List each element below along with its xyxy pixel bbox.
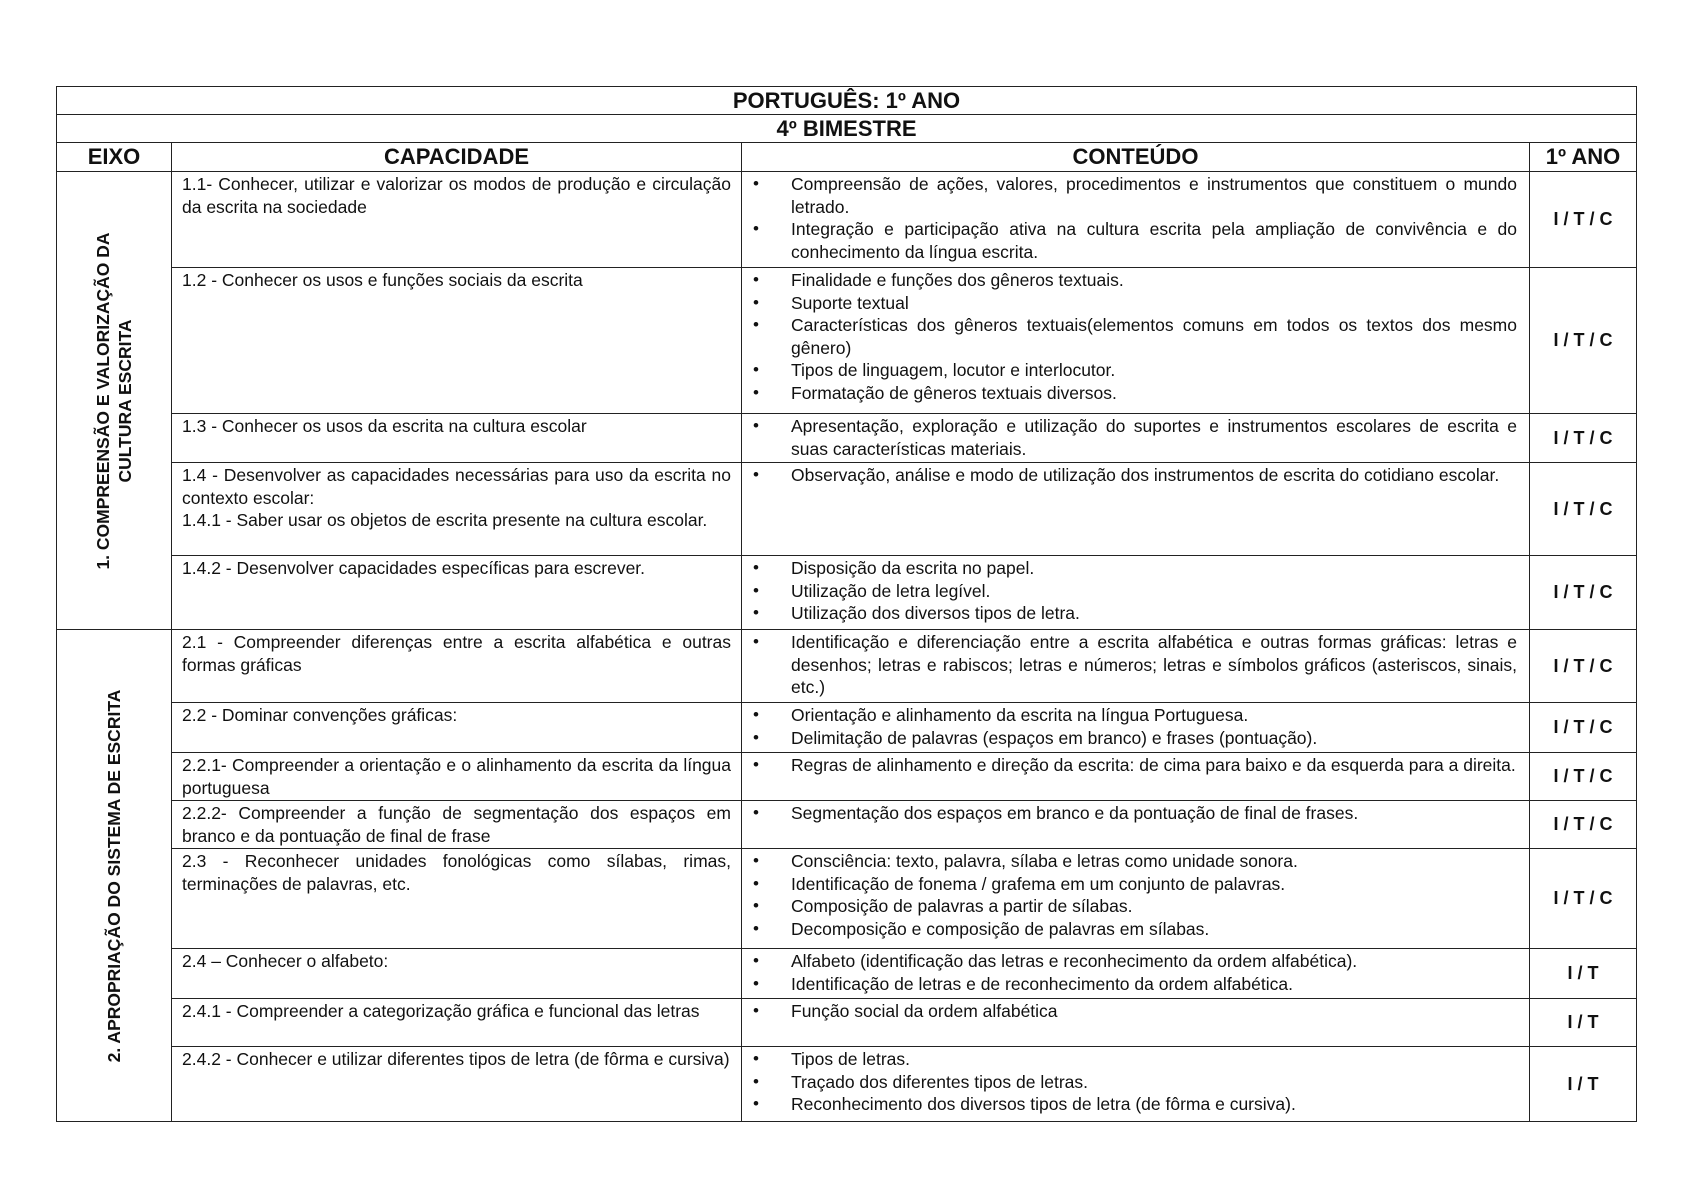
conteudo-item: • Segmentação dos espaços em branco e da pontuação de final de frases.	[750, 802, 1517, 825]
conteudo-cell	[742, 999, 1530, 1047]
conteudo-item: • Orientação e alinhamento da escrita na língua Portuguesa.	[750, 704, 1517, 727]
conteudo-item: • Traçado dos diferentes tipos de letras.	[750, 1071, 1517, 1094]
conteudo-item: • Compreensão de ações, valores, procedimentos e instrumentos que constituem o mundo letrado.	[750, 173, 1517, 218]
conteudo-item: • Observação, análise e modo de utilização dos instrumentos de escrita do cotidiano escolar.	[750, 464, 1517, 487]
capacidade-cell	[172, 801, 742, 849]
table-row	[57, 630, 1637, 703]
conteudo-item: • Tipos de letras.	[750, 1048, 1517, 1071]
header-eixo: EIXO	[57, 143, 172, 172]
conteudo-cell	[742, 801, 1530, 849]
capacidade-text: 2.4.2 - Conhecer e utilizar diferentes tipos de letra (de fôrma e cursiva)	[182, 1049, 730, 1069]
conteudo-list	[750, 464, 1517, 487]
conteudo-list	[750, 1048, 1517, 1116]
page-title: PORTUGUÊS: 1º ANO	[57, 87, 1637, 115]
capacidade-text: 2.4.1 - Compreender a categorização gráfica e funcional das letras	[182, 1001, 700, 1021]
conteudo-item: • Consciência: texto, palavra, sílaba e letras como unidade sonora.	[750, 850, 1517, 873]
conteudo-cell	[742, 414, 1530, 463]
table-row	[57, 999, 1637, 1047]
eixo-cell	[57, 172, 172, 630]
capacidade-cell	[172, 1047, 742, 1122]
conteudo-cell	[742, 630, 1530, 703]
conteudo-item: • Composição de palavras a partir de sílabas.	[750, 895, 1517, 918]
conteudo-item: • Apresentação, exploração e utilização do suportes e instrumentos escolares de escrita e suas características materiais.	[750, 415, 1517, 460]
conteudo-cell	[742, 949, 1530, 999]
capacidade-text: 2.3 - Reconhecer unidades fonológicas como sílabas, rimas, terminações de palavras, etc.	[182, 851, 731, 894]
conteudo-cell	[742, 849, 1530, 949]
table-row	[57, 849, 1637, 949]
conteudo-item: • Formatação de gêneros textuais diversos.	[750, 382, 1517, 405]
capacidade-cell	[172, 703, 742, 753]
ano-cell: I / T / C	[1530, 172, 1637, 268]
ano-cell: I / T / C	[1530, 849, 1637, 949]
conteudo-item: • Tipos de linguagem, locutor e interlocutor.	[750, 359, 1517, 382]
capacidade-cell	[172, 753, 742, 801]
capacidade-cell	[172, 949, 742, 999]
conteudo-item: • Identificação e diferenciação entre a escrita alfabética e outras formas gráficas: letras e desenhos; letras e rabiscos; letras e números; letras e símbolos gráficos (asteriscos, sinais, etc.)	[750, 631, 1517, 699]
table-row	[57, 268, 1637, 414]
conteudo-item: • Decomposição e composição de palavras em sílabas.	[750, 918, 1517, 941]
ano-cell: I / T / C	[1530, 753, 1637, 801]
curriculum-table	[56, 86, 1637, 1122]
table-row	[57, 801, 1637, 849]
conteudo-item: • Disposição da escrita no papel.	[750, 557, 1517, 580]
table-row	[57, 463, 1637, 556]
table-row	[57, 703, 1637, 753]
capacidade-cell	[172, 268, 742, 414]
conteudo-cell	[742, 1047, 1530, 1122]
conteudo-list	[750, 704, 1517, 749]
conteudo-list	[750, 802, 1517, 825]
conteudo-item: • Regras de alinhamento e direção da escrita: de cima para baixo e da esquerda para a direita.	[750, 754, 1517, 777]
conteudo-item: • Utilização de letra legível.	[750, 580, 1517, 603]
conteudo-list	[750, 557, 1517, 625]
table-row	[57, 414, 1637, 463]
capacidade-text: 1.4.2 - Desenvolver capacidades específicas para escrever.	[182, 558, 646, 578]
ano-cell: I / T	[1530, 1047, 1637, 1122]
capacidade-cell	[172, 463, 742, 556]
conteudo-item: • Alfabeto (identificação das letras e reconhecimento da ordem alfabética).	[750, 950, 1517, 973]
page-subtitle: 4º BIMESTRE	[57, 115, 1637, 143]
capacidade-text: 2.2 - Dominar convenções gráficas:	[182, 705, 458, 725]
capacidade-cell	[172, 172, 742, 268]
eixo-label: 1. COMPREENSÃO E VALORIZAÇÃO DA CULTURA ESCRITA	[93, 231, 135, 570]
eixo-cell	[57, 630, 172, 1122]
capacidade-text: 2.2.2- Compreender a função de segmentação dos espaços em branco e da pontuação de final de frase	[182, 803, 731, 846]
ano-cell: I / T	[1530, 949, 1637, 999]
header-ano: 1º ANO	[1530, 143, 1637, 172]
ano-cell: I / T / C	[1530, 703, 1637, 753]
conteudo-item: • Reconhecimento dos diversos tipos de letra (de fôrma e cursiva).	[750, 1093, 1517, 1116]
capacidade-text: 2.2.1- Compreender a orientação e o alinhamento da escrita da língua portuguesa	[182, 755, 731, 798]
conteudo-item: • Identificação de fonema / grafema em um conjunto de palavras.	[750, 873, 1517, 896]
ano-cell: I / T / C	[1530, 801, 1637, 849]
capacidade-text: 1.4 - Desenvolver as capacidades necessárias para uso da escrita no contexto escolar:	[182, 465, 731, 508]
capacidade-text: 2.1 - Compreender diferenças entre a escrita alfabética e outras formas gráficas	[182, 632, 731, 675]
table-row	[57, 172, 1637, 268]
conteudo-item: • Identificação de letras e de reconhecimento da ordem alfabética.	[750, 973, 1517, 996]
conteudo-item: • Integração e participação ativa na cultura escrita pela ampliação de convivência e do conhecimento da língua escrita.	[750, 218, 1517, 263]
capacidade-text: 1.2 - Conhecer os usos e funções sociais da escrita	[182, 270, 583, 290]
conteudo-cell	[742, 463, 1530, 556]
capacidade-cell	[172, 849, 742, 949]
conteudo-list	[750, 1000, 1517, 1023]
conteudo-list	[750, 173, 1517, 263]
header-conteudo: CONTEÚDO	[742, 143, 1530, 172]
table-row	[57, 1047, 1637, 1122]
conteudo-list	[750, 415, 1517, 460]
conteudo-item: • Características dos gêneros textuais(elementos comuns em todos os textos dos mesmo gênero)	[750, 314, 1517, 359]
conteudo-item: • Função social da ordem alfabética	[750, 1000, 1517, 1023]
capacidade-text: 1.3 - Conhecer os usos da escrita na cultura escolar	[182, 416, 587, 436]
conteudo-item: • Utilização dos diversos tipos de letra.	[750, 602, 1517, 625]
capacidade-cell	[172, 414, 742, 463]
conteudo-list	[750, 269, 1517, 404]
conteudo-cell	[742, 268, 1530, 414]
capacidade-text: 1.4.1 - Saber usar os objetos de escrita presente na cultura escolar.	[182, 510, 708, 530]
conteudo-list	[750, 850, 1517, 940]
table-body	[57, 87, 1637, 1122]
capacidade-cell	[172, 556, 742, 630]
capacidade-cell	[172, 630, 742, 703]
ano-cell: I / T	[1530, 999, 1637, 1047]
capacidade-text: 2.4 – Conhecer o alfabeto:	[182, 951, 389, 971]
conteudo-item: • Finalidade e funções dos gêneros textuais.	[750, 269, 1517, 292]
conteudo-cell	[742, 753, 1530, 801]
capacidade-cell	[172, 999, 742, 1047]
ano-cell: I / T / C	[1530, 268, 1637, 414]
ano-cell: I / T / C	[1530, 630, 1637, 703]
table-row	[57, 753, 1637, 801]
conteudo-item: • Delimitação de palavras (espaços em branco) e frases (pontuação).	[750, 727, 1517, 750]
conteudo-item: • Suporte textual	[750, 292, 1517, 315]
conteudo-cell	[742, 703, 1530, 753]
header-row	[57, 143, 1637, 172]
conteudo-list	[750, 754, 1517, 777]
conteudo-cell	[742, 556, 1530, 630]
eixo-label: 2. APROPRIAÇÃO DO SISTEMA DE ESCRITA	[104, 689, 124, 1062]
header-capacidade: CAPACIDADE	[172, 143, 742, 172]
capacidade-text: 1.1- Conhecer, utilizar e valorizar os modos de produção e circulação da escrita na sociedade	[182, 174, 731, 217]
conteudo-list	[750, 950, 1517, 995]
conteudo-list	[750, 631, 1517, 699]
ano-cell: I / T / C	[1530, 463, 1637, 556]
table-row	[57, 949, 1637, 999]
conteudo-cell	[742, 172, 1530, 268]
ano-cell: I / T / C	[1530, 414, 1637, 463]
table-row	[57, 556, 1637, 630]
ano-cell: I / T / C	[1530, 556, 1637, 630]
